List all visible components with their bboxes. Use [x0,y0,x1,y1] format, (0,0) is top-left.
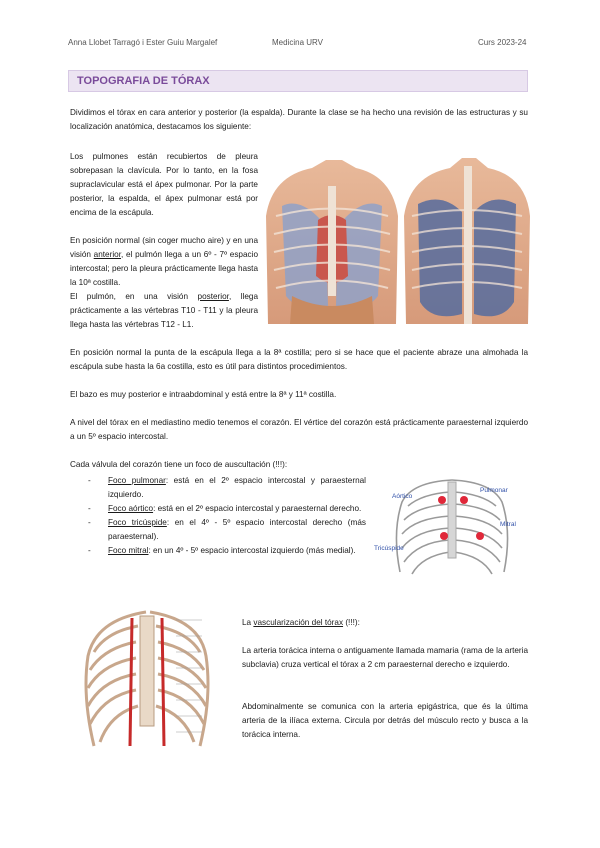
section-title: TOPOGRAFIA DE TÓRAX [77,75,210,87]
valves-intro: Cada válvula del corazón tiene un foco de auscultación (!!!): [70,460,288,469]
header-course: Medicina URV [272,38,323,47]
thorax-vascularization-figure [76,606,236,752]
lungs-paragraph-2: En posición normal (sin coger mucho aire) y en una visión anterior, el pulmón llega a un 6º - 7º espacio intercostal; pero la pleura prácticamente llega hasta la 10ª costilla. [70,236,259,287]
vasc-title: La vascularización del tórax (!!!): [242,618,360,627]
vasc-paragraph-1: La arteria torácica interna o antiguamente llamada mamaria (rama de la arteria subclavia) cruza vertical el tórax a 2 cm paraesternal derecho e izquierdo. [242,646,528,669]
intro-paragraph: Dividimos el tórax en cara anterior y posterior (la espalda). Durante la clase se ha hecho una revisión de las estructuras y su localización anatómica, destacamos los siguiente: [70,108,528,131]
scapula-paragraph: En posición normal la punta de la escápula llega a la 8ª costilla; pero si se hace que el paciente abraze una almohada la escápula sube hasta la 6a costilla, esto es útil para distintos procedimientos. [70,348,528,371]
valve-markers [438,496,484,540]
anterior-torso-illustration [266,160,398,324]
lungs-paragraph-3: El pulmón, en una visión posterior, llega prácticamente a las vértebras T10 - T11 y la pleura llega hasta las vértebras T12 - L1. [70,292,258,329]
section-title-bar [68,70,528,92]
thorax-lungs-figure [262,156,532,326]
valves-list [88,474,366,558]
header-authors: Anna Llobet Tarragó i Ester Guiu Margalef [68,38,218,47]
valve-item-tricuspide: - Foco tricúspide: en el 4º - 5º espacio intercostal derecho (más paraesternal). [88,516,366,544]
valve-item-pulmonar: - Foco pulmonar: está en el 2º espacio intercostal y paraesternal izquierdo. [88,474,366,502]
spleen-paragraph: El bazo es muy posterior e intraabdominal y está entre la 8ª y 11ª costilla. [70,390,337,399]
valve-item-aortico: - Foco aórtico: está en el 2º espacio intercostal y paraesternal derecho. [88,502,366,516]
lungs-paragraph-1: Los pulmones están recubiertos de pleura sobrepasan la clavícula. Por lo tanto, en la fosa supraclavicular está el ápex pulmonar. Por la parte posterior, la espalda, el ápex pulmonar está por encima de la escápula. [70,152,258,217]
label-pulmonar: Pulmonar [480,487,508,494]
ribcage-auscultation-figure [372,472,530,588]
vasc-paragraph-2: Abdominalmente se comunica con la arteria epigástrica, que és la última arteria de la ilíaca externa. Circula por detrás del músculo recto y busca a la torácica interna. [242,702,528,739]
header-year: Curs 2023-24 [478,38,527,47]
posterior-torso-illustration [404,158,530,324]
valve-item-mitral: - Foco mitral: en un 4º - 5º espacio intercostal izquierdo (más medial). [88,544,366,558]
label-aortico: Aórtico [392,493,413,500]
heart-paragraph: A nivel del tórax en el mediastino medio tenemos el corazón. El vértice del corazón está prácticamente paraesternal izquierdo a un 5º espacio intercostal. [70,418,528,441]
label-mitral: Mitral [500,521,516,528]
label-tricuspide: Tricúspide [374,545,404,552]
